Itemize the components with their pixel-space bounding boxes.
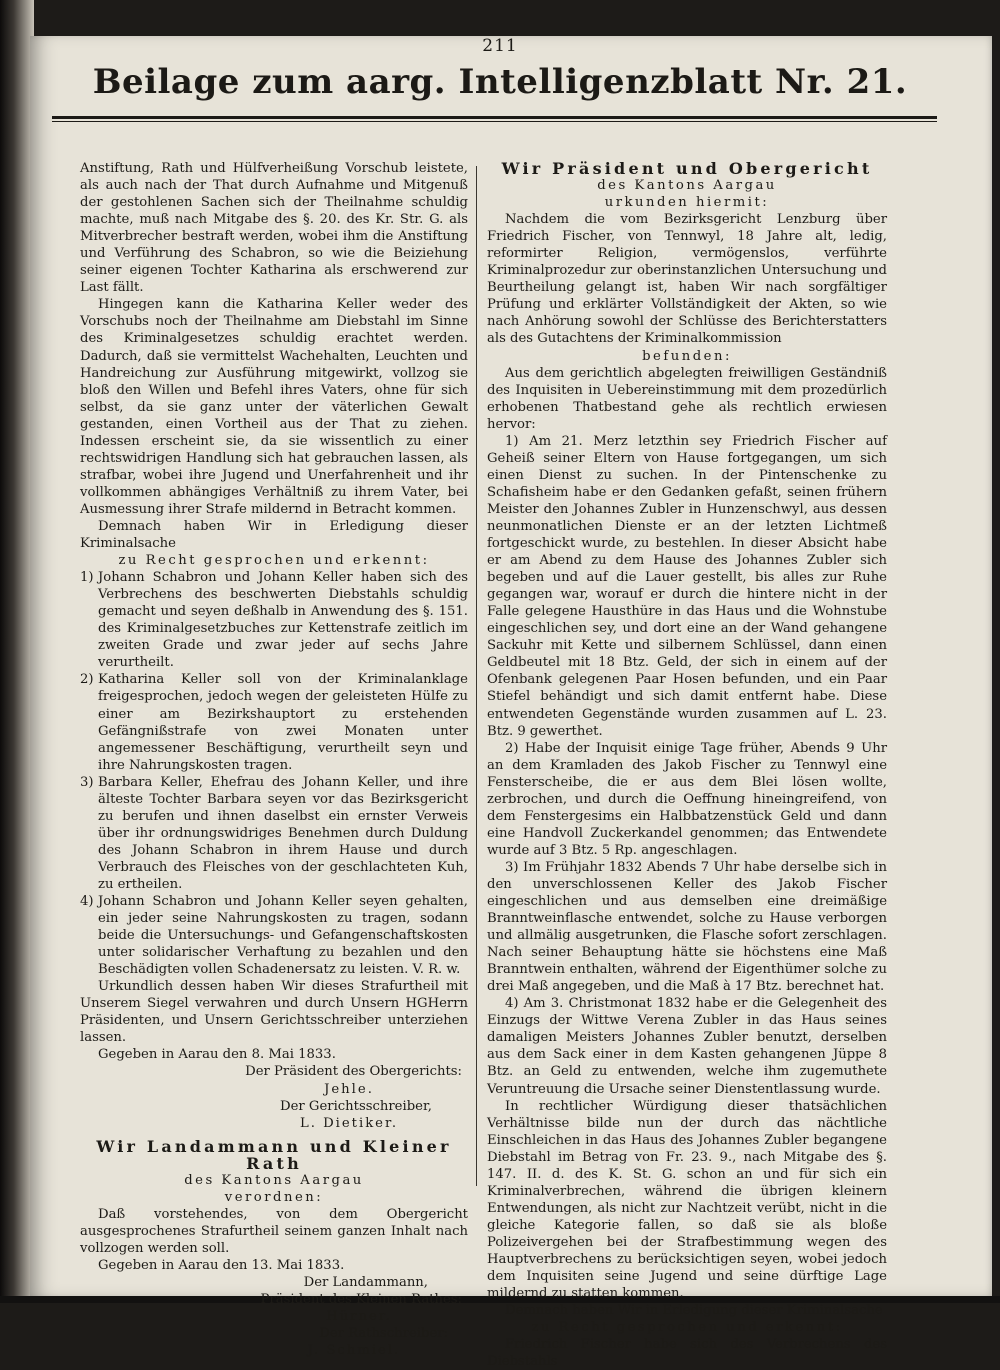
verdict-item bbox=[80, 893, 468, 978]
court-heading: Wir Präsident und Obergericht bbox=[501, 159, 873, 178]
assessment-paragraph: In rechtlicher Würdigung dieser thatsächlichen Verhältnisse bilde nun der durch das nächtliche Einschleichen in das Haus des Johannes Zubler begangene Diebstahl im Betrag von Fr. 23. 9., nach Mitgabe des §. 147. II. d. des K. St. G. schon an und für sich ein Kriminalverbrechen, während die übrigen kleinern Entwendungen, als nicht zur Nachtzeit verübt, nicht in die gleiche Kategorie fallen, so daß sie als bloße Polizeivergehen bei der Strafbestimmung wegen des Hauptverbrechens zu berücksichtigen seyen, wobei jedoch dem Inquisiten seine Jugend und seine dürftige Lage mildernd zu statten kommen. bbox=[487, 1098, 887, 1302]
verdict-spaced: zu Recht gesprochen und erkennt: bbox=[118, 553, 430, 569]
sig-clerk-name: L. Dietiker. bbox=[299, 1115, 399, 1131]
verdict-intro: Demnach haben Wir in Erledigung dieser Kriminalsache bbox=[80, 518, 468, 552]
verdict-intro-right: Demnach haben Wir in Erledigung dieser Kriminalsache bbox=[505, 1303, 883, 1319]
court-verb: urkunden hiermit: bbox=[604, 195, 770, 211]
sig-landammann-name: Hürner. bbox=[326, 1309, 392, 1325]
sig-clerk-title: Der Gerichtsschreiber, bbox=[280, 1098, 432, 1114]
verdict-item bbox=[80, 569, 468, 671]
fact-paragraph: 3) Im Frühjahr 1832 Abends 7 Uhr habe derselbe sich in den unverschlossenen Keller des Jakob Fischer eingeschlichen und aus demselben eine dreimäßige Branntweinflasche entwendet, solche zu Hause verborgen und allmälig ausgetrunken, die Flasche sofort zerschlagen. Nach seiner Behauptung hätte sie höchstens eine Maß Branntwein enthalten, während der Eigenthümer solche zu drei Maß angegeben, und die Maß à 17 Btz. berechnet hat. bbox=[487, 859, 887, 995]
verdict-item bbox=[80, 671, 468, 773]
right-column bbox=[487, 160, 887, 1370]
verdict-spaced-right: zu Recht gesprochen und erkennt: bbox=[531, 1320, 843, 1336]
verdict-item-number: 2) bbox=[80, 672, 94, 688]
council-sub: des Kantons Aargau bbox=[184, 1172, 364, 1188]
page-title: Beilage zum aarg. Intelligenzblatt Nr. 21. bbox=[92, 62, 908, 102]
attestation: Urkundlich dessen haben Wir dieses Strafurtheil mit Unserem Siegel verwahren und durch Unsern HGHerrn Präsidenten, und Unsern Gerichtsschreiber unterziehen lassen. bbox=[80, 979, 468, 1046]
given-line: Gegeben in Aarau den 8. Mai 1833. bbox=[98, 1047, 336, 1063]
verdict-item-text: Katharina Keller soll von der Kriminalanklage freigesprochen, jedoch wegen der geleisteten Hülfe zu einer am Bezirkshauptort zu erstehenden Gefängnißstrafe von zwei Monaten unter angemessener Beschäftigung, verurtheilt seyn und ihre Nahrungskosten tragen. bbox=[98, 672, 468, 773]
header-rule bbox=[52, 116, 937, 122]
court-intro: Nachdem die vom Bezirksgericht Lenzburg über Friedrich Fischer, von Tennwyl, 18 Jahre alt, ledig, reformirter Religion, vermögenslos, verführte Kriminalprozedur zur oberinstanzlichen Untersuchung und Beurtheilung gelangt ist, haben Wir nach sorgfältiger Prüfung und erklärter Vollständigkeit der Akten, so wie nach Anhörung sowohl der Schlüsse des Berichterstatters als des Gutachtens der Kriminalkommission bbox=[487, 212, 887, 347]
verdict-item-number: 1) bbox=[80, 570, 94, 586]
council-verb: verordnen: bbox=[224, 1189, 324, 1205]
verdict-item bbox=[80, 774, 468, 893]
befunden-heading: befunden: bbox=[642, 348, 732, 364]
verdict-item-text: Johann Schabron und Johann Keller haben sich des Verbrechens des beschwerten Diebstahls schuldig gemacht und seyen deßhalb in Anwendung des §. 151. des Kriminalgesetzbuches zur Kettenstrafe zeitlich im zweiten Grade und zwar jeder auf sechs Jahre verurtheilt. bbox=[98, 570, 468, 671]
fact-paragraph: 1) Am 21. Merz letzthin sey Friedrich Fischer auf Geheiß seiner Eltern von Hause fortgegangen, um sich einen Dienst zu suchen. In der Pintenschenke zu Schafisheim habe er den Gedanken gefaßt, seinen frühern Meister den Johannes Zubler in Hunzenschwyl, aus dessen neunmonatlichen Dienste er an der letzten Lichtmeß fortgeschickt wurde, zu bestehlen. In dieser Absicht habe er am Abend zu dem Hause des Johannes Zubler sich begeben und auf die Lauer gestellt, bis alles zur Ruhe gegangen war, worauf er durch die hintere nicht in der Falle gelegene Hausthüre in das Haus und die Wohnstube eingeschlichen sey, und dort eine an der Wand gehangene Sackuhr mit Kette und silbernem Schlüssel, dann einen Geldbeutel mit 18 Btz. Geld, der sich in einem auf der Ofenbank gelegenen Paar Hosen befunden, und ein Paar Stiefel behändigt und sich damit entfernt habe. Diese entwendeten Gegenstände wurden zusammen auf L. 23. Btz. 9 gewerthet. bbox=[487, 433, 887, 739]
verdict-item-number: 3) bbox=[80, 774, 94, 790]
second-paragraph: Hingegen kann die Katharina Keller weder des Vorschubs noch der Theilnahme am Diebstahl im Sinne des Kriminalgesetzes schuldig erachtet werden. Dadurch, daß sie vermittelst Wachehalten, Leuchten und Handreichung zur Ausführung mitgewirkt, vollzog sie bloß den Willen und Befehl ihres Vaters, ohne für sich selbst, da sie ganz unter der väterlichen Gewalt gestanden, einen Vortheil aus der That zu ziehen. Indessen erscheint sie, da sie wissentlich zu einer rechtswidrigen Handlung sich hat gebrauchen lassen, als strafbar, wobei ihre Jugend und Unerfahrenheit und ihr vollkommen abhängiges Verhältniß zu ihrem Vater, bei Ausmessung ihrer Strafe mildernd in Betracht kommen. bbox=[80, 297, 468, 517]
page-number: 211 bbox=[482, 36, 518, 56]
sig-president-title: Der Präsident des Obergerichts: bbox=[245, 1064, 462, 1080]
sig-secretary-title: Der Rathschreiber: bbox=[319, 1326, 448, 1342]
column-divider bbox=[476, 166, 477, 1186]
fact-paragraph: 4) Am 3. Christmonat 1832 habe er die Gelegenheit des Einzugs der Wittwe Verena Zubler in das Haus seines damaligen Meisters Johannes Zubler benutzt, derselben aus dem Sack einer in dem Kasten gehangenen Jüppe 8 Btz. an Geld zu entwenden, welche ihm zugemuthete Veruntreuung die Ursache seiner Dienstentlassung wurde. bbox=[487, 996, 887, 1097]
council-text: Daß vorstehendes, von dem Obergericht ausgesprochenes Strafurtheil seinem ganzen Inhalt nach vollzogen werden soll. bbox=[80, 1206, 468, 1256]
verdict-last-line: Friedrich Fischer habe sich des Verbrechens des Diebstahls bbox=[487, 1337, 887, 1370]
verdict-item-text: Johann Schabron und Johann Keller seyen gehalten, ein jeder seine Nahrungskosten zu tragen, sodann beide die Untersuchungs- und Gefangenschaftskosten unter solidarischer Verhaftung zu bezahlen und den Beschädigten vollen Schadenersatz zu leisten. V. R. w. bbox=[98, 894, 468, 978]
sig-landammann-sub: Präsident des Kleinen Rathes: bbox=[260, 1292, 462, 1308]
intro-paragraph: Anstiftung, Rath und Hülfverheißung Vorschub leistete, als auch nach der That durch Aufnahme und Mitgenuß der gestohlenen Sachen sich der Theilnahme schuldig machte, muß nach Mitgabe des §. 20. des Kr. Str. G. als Mitverbrecher bestraft werden, wobei ihm die Anstiftung und Verführung des Schabron, so wie die Beiziehung seiner eigenen Tochter Katharina als erschwerend zur Last fällt. bbox=[80, 161, 468, 296]
council-heading: Wir Landammann und Kleiner Rath bbox=[96, 1136, 452, 1173]
fact-paragraph: 2) Habe der Inquisit einige Tage früher, Abends 9 Uhr an dem Kramladen des Jakob Fischer zu Tennwyl eine Fensterscheibe, die er aus dem Blei lösen wollte, zerbrochen, und durch die Oeffnung hineingreifend, von dem Fenstergesims ein Halbbatzenstück Geld und dann eine Handvoll Zuckerkandel genommen; das Entwendete wurde auf 3 Btz. 5 Rp. angeschlagen. bbox=[487, 740, 887, 858]
verdict-item-number: 4) bbox=[80, 894, 94, 910]
court-subheading: des Kantons Aargau bbox=[597, 178, 777, 194]
verdict-item-text: Barbara Keller, Ehefrau des Johann Keller, und ihre älteste Tochter Barbara seyen vor das Bezirksgericht zu berufen und ihnen daselbst ein ernster Verweis über ihr ordnungswidriges Benehmen durch Duldung des Johann Schabron in ihrem Hause und durch Verbrauch des Fleisches von der geschlachteten Kuh, zu ertheilen. bbox=[98, 774, 468, 892]
sig-landammann-title: Der Landammann, bbox=[303, 1275, 428, 1291]
sig-secretary-name: J. Schmiel. bbox=[307, 1343, 401, 1359]
facts-intro: Aus dem gerichtlich abgelegten freiwilligen Geständniß des Inquisiten in Uebereinstimmung mit dem prozedürlich erhobenen Thatbestand gehe als rechtlich erwiesen hervor: bbox=[487, 365, 887, 432]
council-given: Gegeben in Aarau den 13. Mai 1833. bbox=[98, 1258, 345, 1273]
book-gutter bbox=[0, 0, 34, 1303]
left-column bbox=[80, 160, 468, 1359]
sig-president-name: Jehle. bbox=[324, 1081, 374, 1097]
